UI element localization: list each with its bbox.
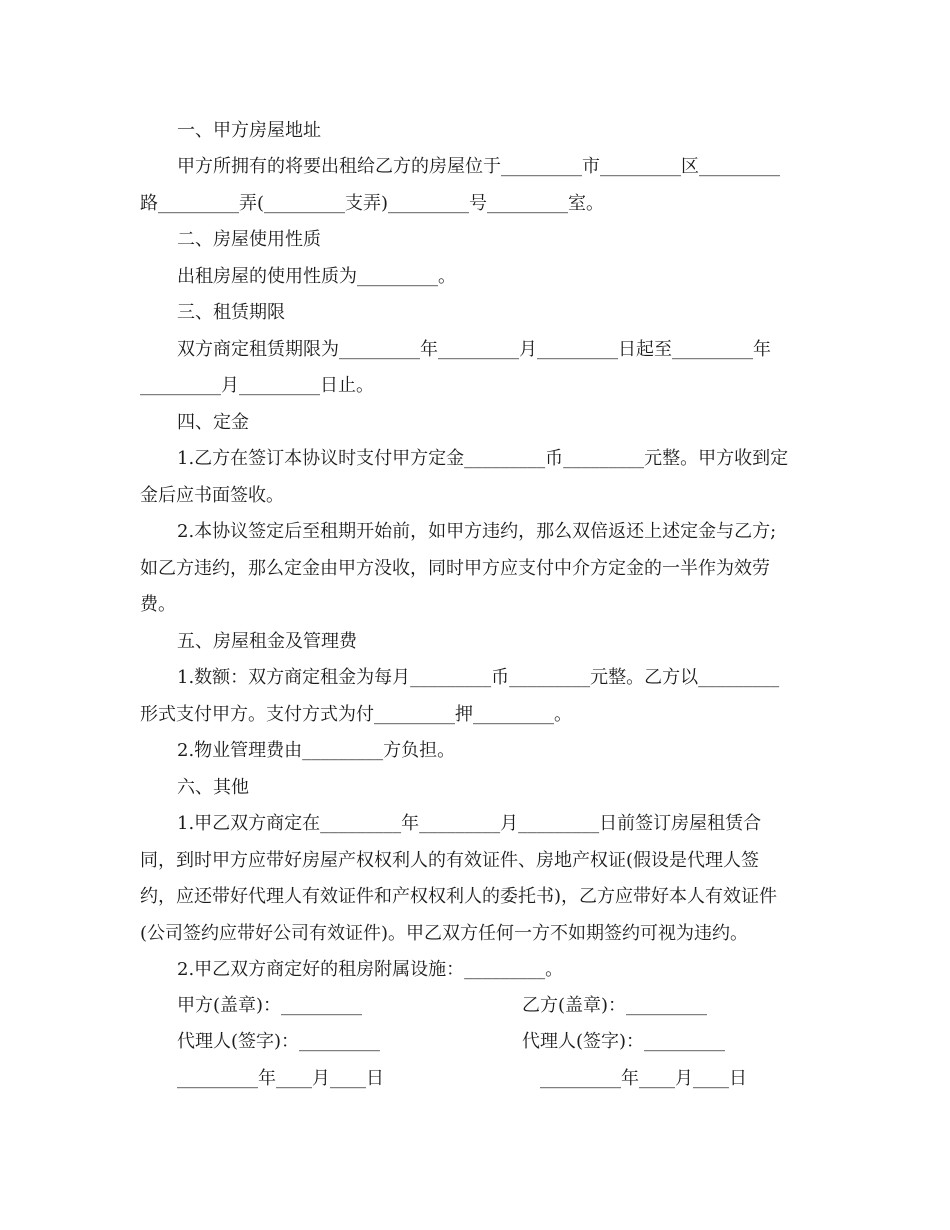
section-4-heading: 四、定金 <box>177 412 249 433</box>
section-3-heading: 三、租赁期限 <box>177 302 285 323</box>
section-5-clause-1: 1.数额：双方商定租金为每月_________币_________元整。乙方以_________ <box>177 667 780 688</box>
section-5-clause-1: 形式支付甲方。支付方式为付_________押_________。 <box>140 704 572 725</box>
section-2-heading: 二、房屋使用性质 <box>177 229 321 250</box>
section-6-clause-1: 同，到时甲方应带好房屋产权权利人的有效证件、房地产权证(假设是代理人签 <box>140 850 760 871</box>
section-1-text: 路_________弄(_________支弄)_________号_________室。 <box>140 193 605 214</box>
section-4-clause-2: 费。 <box>140 594 176 615</box>
section-6-clause-2: 2.甲乙双方商定好的租房附属设施：_________。 <box>177 959 564 980</box>
section-3-text: 双方商定租赁期限为_________年_________月_________日起至_________年 <box>177 339 771 360</box>
section-5-heading: 五、房屋租金及管理费 <box>177 631 357 652</box>
party-a-date: _________年____月____日 <box>177 1068 384 1089</box>
party-a-agent-signature: 代理人(签字)：_________ <box>177 1031 381 1052</box>
section-4-clause-1: 金后应书面签收。 <box>140 485 284 506</box>
party-b-agent-signature: 代理人(签字)：_________ <box>522 1031 726 1052</box>
section-1-text: 甲方所拥有的将要出租给乙方的房屋位于_________市_________区_________ <box>177 156 780 177</box>
section-4-clause-2: 2.本协议签定后至租期开始前，如甲方违约，那么双倍返还上述定金与乙方; <box>177 521 777 542</box>
section-6-heading: 六、其他 <box>177 777 249 798</box>
section-4-clause-2: 如乙方违约，那么定金由甲方没收，同时甲方应支付中介方定金的一半作为效劳 <box>140 558 770 579</box>
section-6-clause-1: 约，应还带好代理人有效证件和产权权利人的委托书)，乙方应带好本人有效证件 <box>140 886 778 907</box>
party-b-seal: 乙方(盖章)：_________ <box>522 995 708 1016</box>
section-3-text: _________月_________日止。 <box>140 375 374 396</box>
section-6-clause-1: (公司签约应带好公司有效证件)。甲乙双方任何一方不如期签约可视为违约。 <box>140 923 749 944</box>
section-6-clause-1: 1.甲乙双方商定在_________年_________月_________日前签订房屋租赁合 <box>177 813 762 834</box>
party-a-seal: 甲方(盖章)：_________ <box>177 995 363 1016</box>
section-4-clause-1: 1.乙方在签订本协议时支付甲方定金_________币_________元整。甲方收到定 <box>177 448 789 469</box>
section-1-heading: 一、甲方房屋地址 <box>177 120 321 141</box>
section-2-text: 出租房屋的使用性质为_________。 <box>177 266 456 287</box>
section-5-clause-2: 2.物业管理费由_________方负担。 <box>177 740 456 761</box>
party-b-date: _________年____月____日 <box>540 1068 747 1089</box>
